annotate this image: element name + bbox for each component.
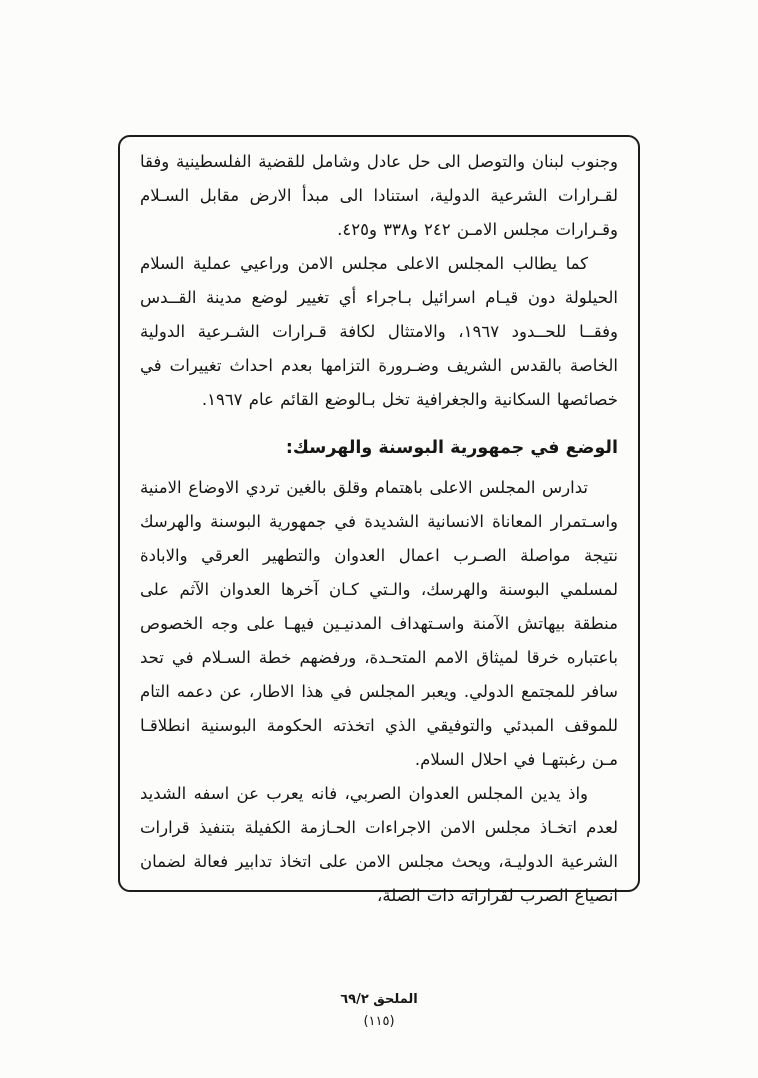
footer-annex-label: الملحق ٦٩/٢ (340, 992, 418, 1007)
paragraph: واذ يدين المجلس العدوان الصربي، فانه يعرب عن اسفه الشديد لعدم اتخـاذ مجلس الامن الاجراءات الحـازمة الكفيلة بتنفيذ قرارات الشرعية الدوليـة، ويحث مجلس الامن على اتخاذ تدابير فعالة لضمان انصياع الصرب لقراراته ذات الصلة، (140, 784, 618, 905)
footer-page-number: (١١٥) (363, 1014, 395, 1029)
paragraph: كما يطالب المجلس الاعلى مجلس الامن وراعيي عملية السلام الحيلولة دون قيـام اسرائيل بـاجراء أي تغيير لوضع مدينة القــدس وفقــا للحــدود ١٩٦٧، والامتثال لكافة قـرارات الشـرعية الدولية الخاصة بالقدس الشريف وضـرورة التزامها بعدم احداث تغييرات في خصائصها السكانية والجغرافية تخل بـالوضع القائم عام ١٩٦٧. (140, 254, 618, 409)
text-frame (118, 135, 640, 905)
paragraph-continuation: وجنوب لبنان والتوصل الى حل عادل وشامل للقضية الفلسطينية وفقا لقـرارات الشرعية الدولية، استنادا الى مبدأ الارض مقابل السـلام وقـرارات مجلس الامـن ٢٤٢ و٣٣٨ و٤٢٥. (140, 152, 618, 239)
section-heading-bosnia: الوضع في جمهورية البوسنة والهرسك: (285, 438, 618, 458)
paragraph: تدارس المجلس الاعلى باهتمام وقلق بالغين تردي الاوضاع الامنية واسـتمرار المعاناة الانسانية الشديدة في جمهورية البوسنة والهرسك نتيجة مواصلة الصـرب اعمال العدوان والتطهير العرقي والابادة لمسلمي البوسنة والهرسك، والـتي كـان آخرها العدوان الآثم على منطقة بيهاتش الآمنة واسـتهداف المدنيـين فيهـا على وجه الخصوص باعتباره خرقا لميثاق الامم المتحـدة، ورفضهم خطة السـلام في تحد سافر للمجتمع الدولي. ويعبر المجلس في هذا الاطار، عن دعمه التام للموقف المبدئي والتوفيقي الذي اتخذته الحكومة البوسنية انطلاقـا مـن رغبتهـا في احلال السلام. (140, 478, 618, 769)
